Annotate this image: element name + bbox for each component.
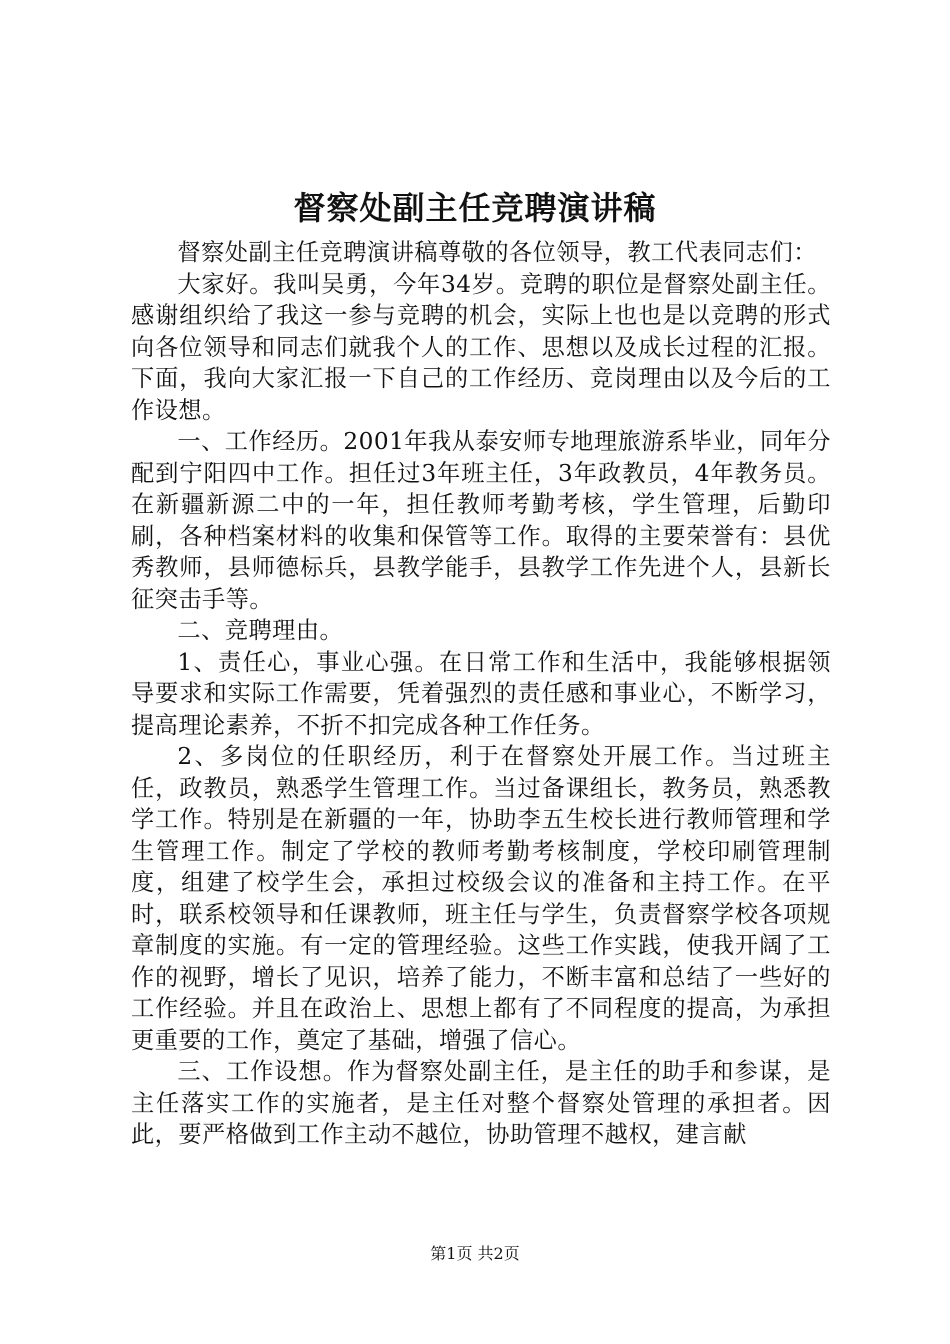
document-body	[131, 237, 831, 1151]
paragraph-reasons-heading: 二、竞聘理由。	[177, 617, 344, 644]
paragraph-reason-2: 2、多岗位的任职经历，利于在督察处开展工作。当过班主任，政教员，熟悉学生管理工作。当过备课组长，教务员，熟悉教学工作。特别是在新疆的一年，协助李五生校长进行教师管理和学生管理工作。制定了学校的教师考勤考核制度，学校印刷管理制度，组建了校学生会，承担过校级会议的准备和主持工作。在平时，联系校领导和任课教师，班主任与学生，负责督察学校各项规章制度的实施。有一定的管理经验。这些工作实践，使我开阔了工作的视野，增长了见识，培养了能力，不断丰富和总结了一些好的工作经验。并且在政治上、思想上都有了不同程度的提高，为承担更重要的工作，奠定了基础，增强了信心。	[131, 743, 831, 1054]
document-title: 督察处副主任竞聘演讲稿	[293, 189, 657, 227]
page-footer	[0, 1243, 950, 1265]
paragraph-work-plan: 三、工作设想。作为督察处副主任，是主任的助手和参谋，是主任落实工作的实施者，是主任对整个督察处管理的承担者。因此，要严格做到工作主动不越位，协助管理不越权，建言献	[131, 1058, 831, 1148]
page-number: 第1页	[430, 1244, 473, 1263]
paragraph-greeting: 督察处副主任竞聘演讲稿尊敬的各位领导，教工代表同志们：	[177, 239, 817, 266]
paragraph-introduction: 大家好。我叫吴勇，今年34岁。竞聘的职位是督察处副主任。感谢组织给了我这一参与竞聘的机会，实际上也也是以竞聘的形式向各位领导和同志们就我个人的工作、思想以及成长过程的汇报。下面，我向大家汇报一下自己的工作经历、竞岗理由以及今后的工作设想。	[131, 270, 831, 424]
paragraph-reason-1: 1、责任心，事业心强。在日常工作和生活中，我能够根据领导要求和实际工作需要，凭着强烈的责任感和事业心，不断学习，提高理论素养，不折不扣完成各种工作任务。	[131, 648, 831, 739]
page-total: 共2页	[477, 1244, 520, 1263]
paragraph-work-experience: 一、工作经历。2001年我从泰安师专地理旅游系毕业，同年分配到宁阳四中工作。担任过3年班主任，3年政教员，4年教务员。在新疆新源二中的一年，担任教师考勤考核，学生管理，后勤印刷，各种档案材料的收集和保管等工作。取得的主要荣誉有：县优秀教师，县师德标兵，县教学能手，县教学工作先进个人，县新长征突击手等。	[131, 428, 831, 613]
